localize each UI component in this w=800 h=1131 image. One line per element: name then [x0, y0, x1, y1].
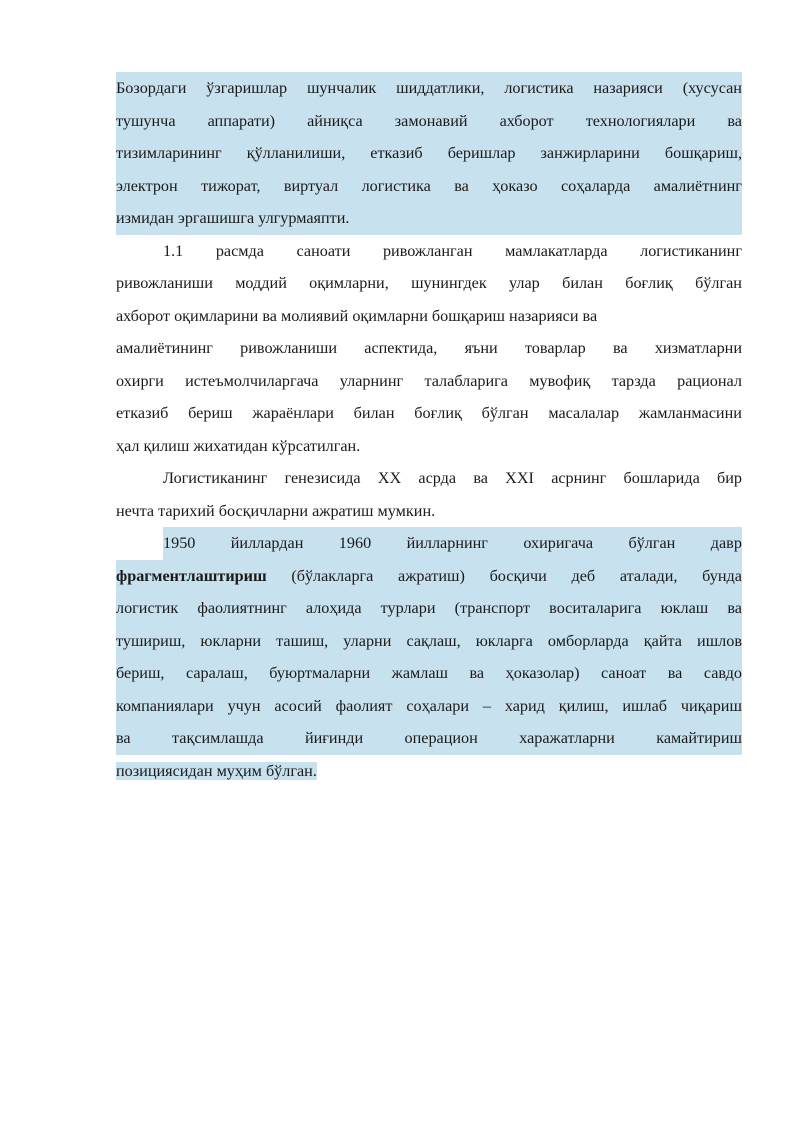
bold-term: фрагментлаштириш — [116, 566, 267, 585]
line-words — [116, 592, 742, 625]
word: юкларни — [200, 631, 262, 650]
word: шунчалик — [306, 79, 377, 97]
word: ва — [727, 111, 742, 130]
word: алоҳида — [305, 599, 362, 617]
word: харажатларни — [519, 729, 615, 747]
line-words — [163, 462, 742, 495]
word: етказиб — [370, 144, 423, 162]
text-line — [116, 235, 742, 268]
text-line — [116, 625, 742, 658]
word: охиригача — [523, 534, 594, 552]
text-line — [116, 365, 742, 398]
word: асрда — [418, 469, 457, 487]
word: ишлов — [697, 631, 742, 650]
paragraph-2 — [116, 235, 742, 463]
word: логистиканинг — [640, 241, 742, 260]
word: бериш, — [116, 664, 165, 682]
word: ҳоказолар) — [505, 664, 580, 682]
word: саноати — [296, 241, 351, 260]
word: ишлаб — [622, 696, 667, 715]
word: охирги — [116, 371, 164, 390]
line-words — [116, 625, 742, 658]
word: ва — [612, 339, 628, 357]
text-line: измидан эргашишга улгурмаяпти. — [116, 202, 742, 235]
word: занжирларини — [540, 144, 640, 162]
word: билан — [353, 404, 395, 422]
word: аппарати) — [207, 111, 276, 130]
word: асрнинг — [551, 469, 607, 487]
word: (хусусан — [682, 79, 742, 97]
word: камайтириш — [656, 729, 742, 747]
text-line: нечта тарихий босқичларни ажратиш мумкин. — [116, 501, 436, 520]
word: харид — [504, 696, 545, 715]
word: айниқса — [307, 111, 363, 130]
text-line — [116, 722, 742, 755]
word: ривожланиши — [116, 274, 213, 292]
word: хизматларни — [654, 339, 742, 357]
word: учун — [227, 696, 261, 715]
word: бўлган — [695, 274, 742, 292]
word: турлари — [380, 599, 436, 617]
word: тизимларининг — [116, 144, 222, 162]
word: истеъмолчиларгача — [185, 371, 319, 390]
word: жамлаш — [391, 664, 448, 682]
word: логистик — [116, 599, 179, 617]
word: қайта — [643, 631, 682, 650]
word: етказиб — [116, 404, 169, 422]
word: ташиш, — [276, 631, 329, 650]
line-words — [116, 397, 742, 430]
word: моддий — [235, 274, 287, 292]
word: жамланмасини — [638, 404, 742, 422]
word: тушунча — [116, 111, 176, 130]
text-line — [163, 527, 742, 560]
paragraph-3 — [116, 462, 742, 527]
text-line — [116, 397, 742, 430]
word: ривожланган — [382, 241, 473, 260]
word: бошларида — [623, 469, 700, 487]
word: воситаларига — [549, 599, 642, 617]
word: ва — [116, 729, 131, 747]
line-words — [116, 170, 742, 203]
word: Бозордаги — [116, 79, 187, 97]
word: тушириш, — [116, 631, 186, 650]
word: товарлар — [524, 339, 586, 357]
word: беришлар — [447, 144, 516, 162]
line-words — [116, 72, 742, 105]
word: ХХ — [377, 469, 402, 487]
word: босқичи — [489, 566, 547, 585]
text-line — [116, 657, 742, 690]
word: замонавий — [394, 111, 468, 130]
word: сақлаш, — [406, 631, 461, 650]
word: (транспорт — [454, 599, 531, 617]
word: тижорат, — [201, 176, 261, 195]
word: бўлган — [628, 534, 676, 552]
line-words — [116, 722, 742, 755]
word: деб — [571, 566, 596, 585]
word: чиқариш — [680, 696, 742, 715]
word: ва — [454, 176, 469, 195]
word: логистика — [504, 79, 574, 97]
word: ва — [667, 664, 683, 682]
text-line — [116, 267, 742, 300]
word: 1.1 — [163, 241, 184, 260]
text-line — [116, 105, 742, 138]
word: буюртмаларни — [269, 664, 371, 682]
word: боғлиқ — [414, 404, 462, 422]
text-line — [116, 137, 742, 170]
text-line — [116, 560, 742, 593]
word: амалиётининг — [116, 339, 213, 357]
word: (бўлакларга — [291, 566, 374, 585]
word: ҳоказо — [492, 176, 538, 195]
word: бошқариш, — [664, 144, 742, 162]
word: бериш — [188, 404, 233, 422]
word: уларни — [343, 631, 392, 650]
word: операцион — [404, 729, 478, 747]
text-line — [116, 690, 742, 723]
line-words — [116, 105, 742, 138]
text-line: ҳал қилиш жихатидан кўрсатилган. — [116, 436, 361, 455]
word: ўзгаришлар — [206, 79, 288, 97]
word: савдо — [703, 664, 742, 682]
word: саноат — [601, 664, 647, 682]
word: яъни — [464, 339, 498, 357]
word: ривожланиши — [240, 339, 338, 357]
word: 1950 — [163, 534, 196, 552]
word: назарияси — [593, 79, 663, 97]
text-line — [116, 332, 742, 365]
word: технологиялари — [585, 111, 696, 130]
word: асосий — [274, 696, 322, 715]
word: йилларнинг — [406, 534, 488, 552]
word: масалалар — [548, 404, 620, 422]
word: қўлланилиши, — [246, 144, 346, 162]
line-words — [163, 527, 742, 560]
text-line — [116, 755, 742, 788]
word: боғлиқ — [625, 274, 673, 292]
word: юклаш — [660, 599, 709, 617]
line-words — [116, 690, 742, 723]
line-words — [116, 332, 742, 365]
word: электрон — [116, 176, 178, 195]
word: уларнинг — [339, 371, 404, 390]
line-words — [116, 267, 742, 300]
word: улар — [509, 274, 540, 292]
word: бунда — [702, 566, 742, 585]
word: ахборот — [499, 111, 554, 130]
word: шиддатлики, — [396, 79, 485, 97]
word: аспектида, — [364, 339, 438, 357]
line-words — [116, 365, 742, 398]
word: йиллардан — [230, 534, 304, 552]
paragraph-1 — [116, 72, 742, 235]
word: виртуал — [283, 176, 339, 195]
word: ажратиш) — [398, 566, 465, 585]
word: тақсимлашда — [172, 729, 264, 747]
line-words — [116, 560, 742, 593]
word: ва — [473, 469, 488, 487]
word: соҳаларда — [560, 176, 631, 195]
word: амалиётнинг — [653, 176, 742, 195]
word: логистика — [361, 176, 431, 195]
word: талабларига — [424, 371, 508, 390]
word: жараёнлари — [252, 404, 334, 422]
word: компаниялари — [116, 696, 214, 715]
last-line-highlight: позициясидан муҳим бўлган. — [116, 761, 317, 780]
word: фаолиятнинг — [197, 599, 287, 617]
word: мувофиқ — [529, 371, 591, 390]
text-line: ахборот оқимларини ва молиявий оқимларни бошқариш назарияси ва — [116, 306, 598, 325]
document-body — [116, 72, 742, 787]
paragraph-4 — [116, 527, 742, 787]
word: рационал — [677, 371, 742, 390]
line-words — [116, 657, 742, 690]
word: оқимларни, — [309, 274, 389, 292]
word: шунингдек — [411, 274, 487, 292]
word: мамлакатларда — [505, 241, 608, 260]
word: йиғинди — [304, 729, 364, 747]
line-words — [116, 137, 742, 170]
text-line — [116, 72, 742, 105]
word: қилиш, — [558, 696, 609, 715]
word: – — [482, 696, 491, 715]
text-line — [116, 170, 742, 203]
text-line — [116, 462, 742, 495]
word: Логистиканинг — [163, 469, 268, 487]
word: ва — [469, 664, 485, 682]
word: билан — [562, 274, 603, 292]
word: ХХI — [505, 469, 534, 487]
word: ва — [727, 599, 742, 617]
word: 1960 — [338, 534, 372, 552]
word: бир — [717, 469, 742, 487]
word: омборларда — [547, 631, 629, 650]
word: фаолият — [335, 696, 393, 715]
word: бўлган — [481, 404, 529, 422]
word: давр — [710, 534, 742, 552]
word: тарзда — [611, 371, 656, 390]
word: генезисида — [284, 469, 361, 487]
line-words — [163, 235, 742, 268]
word: расмда — [215, 241, 264, 260]
word: саралаш, — [185, 664, 248, 682]
word: юкларга — [475, 631, 533, 650]
word: соҳалари — [406, 696, 470, 715]
word: аталади, — [619, 566, 678, 585]
text-line — [116, 592, 742, 625]
